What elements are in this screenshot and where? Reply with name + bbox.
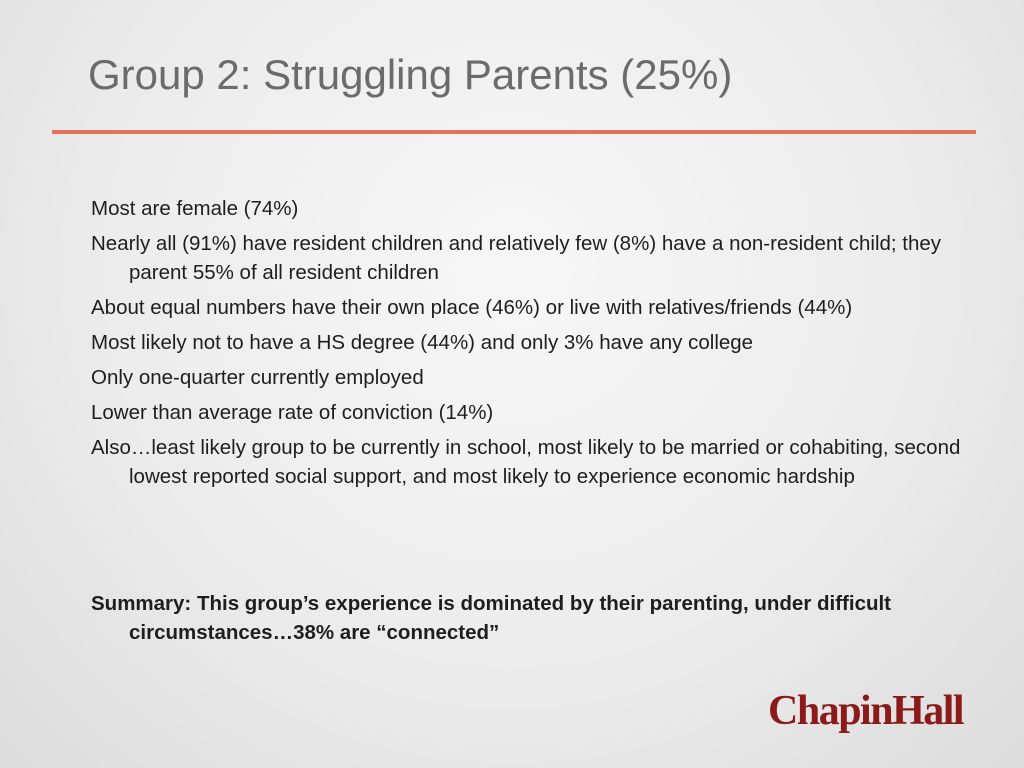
slide-title: Group 2: Struggling Parents (25%) — [88, 51, 733, 98]
bullet-item: Most likely not to have a HS degree (44%) and only 3% have any college — [91, 331, 754, 354]
summary-text: Summary: This group’s experience is dominated by their parenting, under difficult circumstances…38% are “connected” — [91, 592, 892, 644]
bullet-list — [91, 194, 971, 497]
bullet-item: Also…least likely group to be currently in school, most likely to be married or cohabiting, second lowest reported social support, and most likely to experience economic hardship — [91, 436, 961, 488]
bullet-item: Lower than average rate of conviction (14%) — [91, 401, 494, 424]
bullet-item: Only one-quarter currently employed — [91, 366, 424, 389]
bullet-item: Nearly all (91%) have resident children and relatively few (8%) have a non-resident child; they parent 55% of all resident children — [91, 232, 942, 284]
bullet-item: Most are female (74%) — [91, 197, 299, 220]
chapin-hall-logo: ChapinHall — [768, 688, 964, 734]
title-divider — [52, 130, 976, 134]
bullet-item: About equal numbers have their own place (46%) or live with relatives/friends (44%) — [91, 296, 853, 319]
